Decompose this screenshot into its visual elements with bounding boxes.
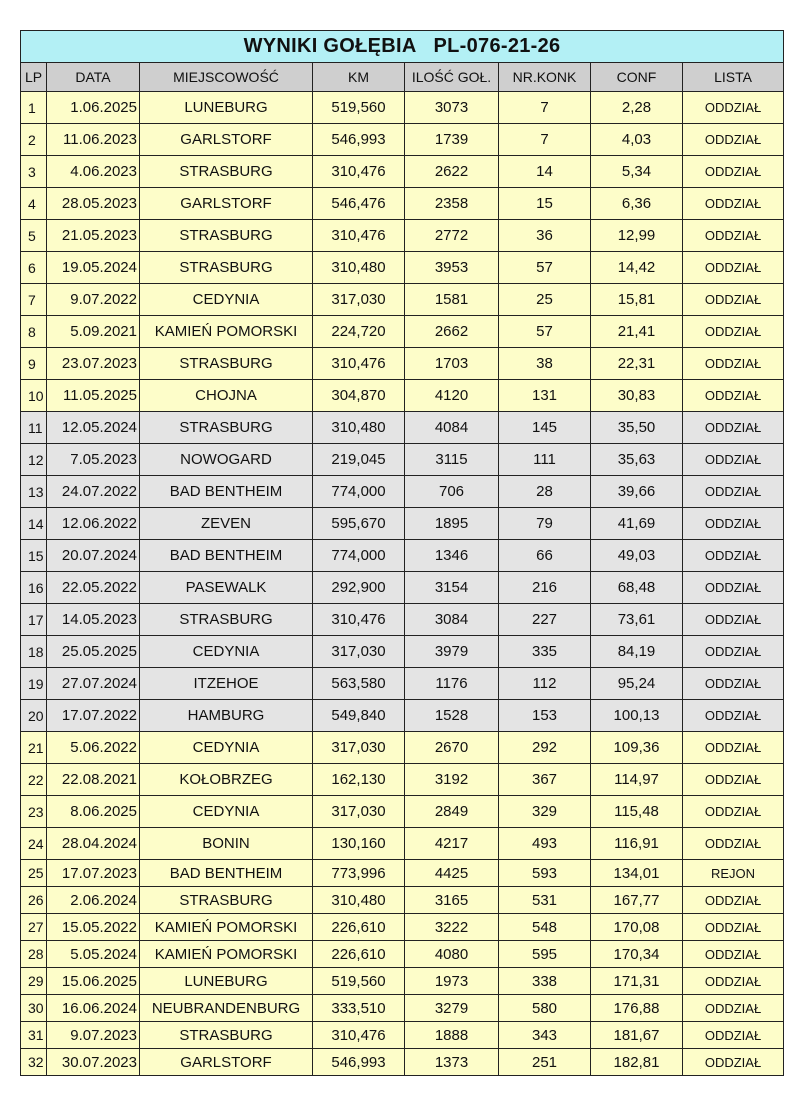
table-row (21, 444, 784, 476)
cell-km: 310,476 (313, 604, 405, 636)
cell-count: 1888 (405, 1022, 499, 1049)
cell-count: 2772 (405, 220, 499, 252)
cell-lista: ODDZIAŁ (683, 604, 784, 636)
table-row (21, 887, 784, 914)
cell-place: STRASBURG (140, 156, 313, 188)
cell-count: 4084 (405, 412, 499, 444)
cell-km: 519,560 (313, 968, 405, 995)
table-row (21, 636, 784, 668)
cell-date: 19.05.2024 (47, 252, 140, 284)
table-row (21, 92, 784, 124)
table-row (21, 188, 784, 220)
cell-conf: 84,19 (591, 636, 683, 668)
cell-date: 15.06.2025 (47, 968, 140, 995)
cell-nr: 66 (499, 540, 591, 572)
table-row (21, 380, 784, 412)
cell-lp: 10 (21, 380, 47, 412)
cell-place: BAD BENTHEIM (140, 540, 313, 572)
table-row (21, 348, 784, 380)
cell-conf: 167,77 (591, 887, 683, 914)
col-header-km: KM (313, 63, 405, 92)
cell-km: 226,610 (313, 914, 405, 941)
cell-lista: ODDZIAŁ (683, 1022, 784, 1049)
cell-lista: ODDZIAŁ (683, 380, 784, 412)
cell-conf: 14,42 (591, 252, 683, 284)
cell-nr: 38 (499, 348, 591, 380)
cell-lp: 18 (21, 636, 47, 668)
cell-place: ITZEHOE (140, 668, 313, 700)
cell-count: 3222 (405, 914, 499, 941)
cell-place: NOWOGARD (140, 444, 313, 476)
cell-km: 549,840 (313, 700, 405, 732)
cell-conf: 41,69 (591, 508, 683, 540)
cell-lp: 11 (21, 412, 47, 444)
cell-lp: 27 (21, 914, 47, 941)
cell-date: 25.05.2025 (47, 636, 140, 668)
cell-nr: 15 (499, 188, 591, 220)
cell-place: LUNEBURG (140, 92, 313, 124)
cell-lista: ODDZIAŁ (683, 828, 784, 860)
table-row (21, 476, 784, 508)
cell-lp: 15 (21, 540, 47, 572)
cell-conf: 2,28 (591, 92, 683, 124)
cell-nr: 112 (499, 668, 591, 700)
cell-date: 21.05.2023 (47, 220, 140, 252)
cell-lista: ODDZIAŁ (683, 700, 784, 732)
cell-km: 546,993 (313, 1049, 405, 1076)
cell-count: 4080 (405, 941, 499, 968)
cell-conf: 15,81 (591, 284, 683, 316)
cell-km: 774,000 (313, 540, 405, 572)
cell-nr: 7 (499, 92, 591, 124)
cell-km: 317,030 (313, 732, 405, 764)
cell-nr: 14 (499, 156, 591, 188)
cell-km: 130,160 (313, 828, 405, 860)
cell-km: 310,480 (313, 412, 405, 444)
cell-conf: 170,34 (591, 941, 683, 968)
cell-lp: 7 (21, 284, 47, 316)
cell-place: NEUBRANDENBURG (140, 995, 313, 1022)
cell-lp: 28 (21, 941, 47, 968)
cell-lp: 5 (21, 220, 47, 252)
cell-date: 8.06.2025 (47, 796, 140, 828)
cell-lista: ODDZIAŁ (683, 995, 784, 1022)
cell-km: 317,030 (313, 284, 405, 316)
cell-date: 24.07.2022 (47, 476, 140, 508)
cell-date: 15.05.2022 (47, 914, 140, 941)
cell-conf: 114,97 (591, 764, 683, 796)
cell-lista: ODDZIAŁ (683, 540, 784, 572)
cell-count: 3115 (405, 444, 499, 476)
cell-date: 9.07.2023 (47, 1022, 140, 1049)
cell-lista: ODDZIAŁ (683, 476, 784, 508)
cell-count: 3192 (405, 764, 499, 796)
cell-date: 20.07.2024 (47, 540, 140, 572)
cell-lp: 22 (21, 764, 47, 796)
cell-place: KAMIEŃ POMORSKI (140, 316, 313, 348)
cell-count: 1581 (405, 284, 499, 316)
cell-nr: 580 (499, 995, 591, 1022)
cell-count: 1703 (405, 348, 499, 380)
col-header-count: ILOŚĆ GOŁ. (405, 63, 499, 92)
cell-conf: 95,24 (591, 668, 683, 700)
cell-lista: ODDZIAŁ (683, 444, 784, 476)
cell-lista: ODDZIAŁ (683, 220, 784, 252)
cell-place: STRASBURG (140, 887, 313, 914)
cell-count: 3279 (405, 995, 499, 1022)
cell-nr: 531 (499, 887, 591, 914)
cell-place: KAMIEŃ POMORSKI (140, 914, 313, 941)
cell-nr: 111 (499, 444, 591, 476)
cell-lp: 12 (21, 444, 47, 476)
cell-km: 224,720 (313, 316, 405, 348)
cell-date: 5.09.2021 (47, 316, 140, 348)
cell-date: 22.08.2021 (47, 764, 140, 796)
cell-date: 17.07.2023 (47, 860, 140, 887)
cell-lista: ODDZIAŁ (683, 412, 784, 444)
cell-count: 2849 (405, 796, 499, 828)
cell-date: 16.06.2024 (47, 995, 140, 1022)
cell-lp: 20 (21, 700, 47, 732)
cell-nr: 595 (499, 941, 591, 968)
cell-nr: 593 (499, 860, 591, 887)
cell-km: 310,476 (313, 1022, 405, 1049)
cell-lista: ODDZIAŁ (683, 124, 784, 156)
table-row (21, 968, 784, 995)
table-row (21, 508, 784, 540)
cell-conf: 181,67 (591, 1022, 683, 1049)
cell-conf: 35,50 (591, 412, 683, 444)
cell-nr: 216 (499, 572, 591, 604)
cell-lp: 30 (21, 995, 47, 1022)
cell-count: 3979 (405, 636, 499, 668)
cell-lp: 29 (21, 968, 47, 995)
cell-conf: 39,66 (591, 476, 683, 508)
cell-count: 3165 (405, 887, 499, 914)
cell-count: 706 (405, 476, 499, 508)
cell-lista: ODDZIAŁ (683, 914, 784, 941)
cell-count: 4425 (405, 860, 499, 887)
cell-date: 4.06.2023 (47, 156, 140, 188)
cell-lp: 3 (21, 156, 47, 188)
cell-conf: 22,31 (591, 348, 683, 380)
cell-lista: ODDZIAŁ (683, 887, 784, 914)
cell-km: 774,000 (313, 476, 405, 508)
cell-km: 219,045 (313, 444, 405, 476)
cell-km: 310,476 (313, 220, 405, 252)
cell-place: CEDYNIA (140, 796, 313, 828)
cell-nr: 7 (499, 124, 591, 156)
cell-place: STRASBURG (140, 348, 313, 380)
cell-place: PASEWALK (140, 572, 313, 604)
table-row (21, 732, 784, 764)
cell-conf: 73,61 (591, 604, 683, 636)
cell-conf: 4,03 (591, 124, 683, 156)
cell-conf: 6,36 (591, 188, 683, 220)
cell-count: 2670 (405, 732, 499, 764)
cell-km: 773,996 (313, 860, 405, 887)
cell-km: 595,670 (313, 508, 405, 540)
cell-nr: 153 (499, 700, 591, 732)
cell-lp: 9 (21, 348, 47, 380)
cell-nr: 251 (499, 1049, 591, 1076)
cell-date: 5.05.2024 (47, 941, 140, 968)
cell-conf: 176,88 (591, 995, 683, 1022)
cell-km: 317,030 (313, 796, 405, 828)
table-row (21, 412, 784, 444)
cell-lp: 24 (21, 828, 47, 860)
cell-count: 1973 (405, 968, 499, 995)
table-row (21, 220, 784, 252)
cell-date: 12.05.2024 (47, 412, 140, 444)
cell-date: 30.07.2023 (47, 1049, 140, 1076)
cell-count: 4120 (405, 380, 499, 412)
cell-conf: 30,83 (591, 380, 683, 412)
cell-lista: ODDZIAŁ (683, 92, 784, 124)
cell-lp: 1 (21, 92, 47, 124)
cell-nr: 338 (499, 968, 591, 995)
cell-nr: 57 (499, 316, 591, 348)
cell-nr: 343 (499, 1022, 591, 1049)
cell-nr: 131 (499, 380, 591, 412)
cell-place: CHOJNA (140, 380, 313, 412)
cell-conf: 5,34 (591, 156, 683, 188)
cell-conf: 35,63 (591, 444, 683, 476)
table-row (21, 1022, 784, 1049)
cell-lp: 4 (21, 188, 47, 220)
cell-conf: 170,08 (591, 914, 683, 941)
cell-lp: 26 (21, 887, 47, 914)
cell-lista: ODDZIAŁ (683, 252, 784, 284)
cell-count: 3073 (405, 92, 499, 124)
cell-lista: ODDZIAŁ (683, 284, 784, 316)
cell-nr: 548 (499, 914, 591, 941)
cell-date: 27.07.2024 (47, 668, 140, 700)
col-header-lp: LP (21, 63, 47, 92)
cell-lista: ODDZIAŁ (683, 941, 784, 968)
cell-place: CEDYNIA (140, 732, 313, 764)
cell-lp: 19 (21, 668, 47, 700)
cell-place: LUNEBURG (140, 968, 313, 995)
cell-lista: REJON (683, 860, 784, 887)
cell-conf: 171,31 (591, 968, 683, 995)
table-row (21, 914, 784, 941)
cell-lp: 32 (21, 1049, 47, 1076)
cell-place: KAMIEŃ POMORSKI (140, 941, 313, 968)
table-row (21, 668, 784, 700)
cell-km: 317,030 (313, 636, 405, 668)
cell-km: 546,476 (313, 188, 405, 220)
cell-lp: 16 (21, 572, 47, 604)
cell-km: 162,130 (313, 764, 405, 796)
table-row (21, 941, 784, 968)
cell-nr: 367 (499, 764, 591, 796)
cell-lp: 2 (21, 124, 47, 156)
cell-place: CEDYNIA (140, 284, 313, 316)
header-row (21, 63, 784, 92)
table-row (21, 572, 784, 604)
col-header-conf: CONF (591, 63, 683, 92)
cell-lista: ODDZIAŁ (683, 188, 784, 220)
cell-lp: 21 (21, 732, 47, 764)
cell-lp: 17 (21, 604, 47, 636)
table-row (21, 764, 784, 796)
cell-conf: 109,36 (591, 732, 683, 764)
cell-count: 1346 (405, 540, 499, 572)
cell-place: BAD BENTHEIM (140, 476, 313, 508)
cell-km: 310,476 (313, 348, 405, 380)
cell-conf: 116,91 (591, 828, 683, 860)
cell-nr: 335 (499, 636, 591, 668)
cell-lista: ODDZIAŁ (683, 572, 784, 604)
cell-count: 1528 (405, 700, 499, 732)
cell-nr: 292 (499, 732, 591, 764)
table-row (21, 796, 784, 828)
cell-km: 310,480 (313, 252, 405, 284)
table-row (21, 860, 784, 887)
cell-conf: 21,41 (591, 316, 683, 348)
cell-date: 7.05.2023 (47, 444, 140, 476)
table-row (21, 995, 784, 1022)
table-row (21, 540, 784, 572)
cell-date: 9.07.2022 (47, 284, 140, 316)
cell-nr: 227 (499, 604, 591, 636)
cell-km: 226,610 (313, 941, 405, 968)
cell-place: STRASBURG (140, 1022, 313, 1049)
cell-place: HAMBURG (140, 700, 313, 732)
cell-place: STRASBURG (140, 220, 313, 252)
cell-nr: 79 (499, 508, 591, 540)
cell-place: STRASBURG (140, 412, 313, 444)
table-row (21, 284, 784, 316)
cell-count: 1739 (405, 124, 499, 156)
cell-conf: 115,48 (591, 796, 683, 828)
cell-lista: ODDZIAŁ (683, 796, 784, 828)
col-header-place: MIEJSCOWOŚĆ (140, 63, 313, 92)
cell-nr: 25 (499, 284, 591, 316)
cell-lp: 13 (21, 476, 47, 508)
cell-km: 304,870 (313, 380, 405, 412)
cell-count: 3154 (405, 572, 499, 604)
cell-nr: 36 (499, 220, 591, 252)
cell-km: 292,900 (313, 572, 405, 604)
cell-km: 546,993 (313, 124, 405, 156)
cell-count: 3084 (405, 604, 499, 636)
cell-date: 11.05.2025 (47, 380, 140, 412)
cell-conf: 49,03 (591, 540, 683, 572)
cell-lp: 6 (21, 252, 47, 284)
cell-lista: ODDZIAŁ (683, 316, 784, 348)
cell-place: GARLSTORF (140, 1049, 313, 1076)
cell-count: 2662 (405, 316, 499, 348)
table-row (21, 828, 784, 860)
cell-nr: 145 (499, 412, 591, 444)
cell-lista: ODDZIAŁ (683, 732, 784, 764)
cell-date: 23.07.2023 (47, 348, 140, 380)
cell-nr: 57 (499, 252, 591, 284)
cell-conf: 134,01 (591, 860, 683, 887)
col-header-date: DATA (47, 63, 140, 92)
table-row (21, 604, 784, 636)
table-row (21, 1049, 784, 1076)
cell-lista: ODDZIAŁ (683, 668, 784, 700)
cell-conf: 68,48 (591, 572, 683, 604)
cell-date: 28.04.2024 (47, 828, 140, 860)
cell-lista: ODDZIAŁ (683, 156, 784, 188)
table-row (21, 156, 784, 188)
cell-place: CEDYNIA (140, 636, 313, 668)
cell-lista: ODDZIAŁ (683, 348, 784, 380)
cell-km: 310,480 (313, 887, 405, 914)
table-row (21, 252, 784, 284)
cell-km: 310,476 (313, 156, 405, 188)
cell-lp: 25 (21, 860, 47, 887)
cell-lista: ODDZIAŁ (683, 508, 784, 540)
cell-lp: 23 (21, 796, 47, 828)
cell-count: 1895 (405, 508, 499, 540)
cell-place: GARLSTORF (140, 124, 313, 156)
cell-date: 11.06.2023 (47, 124, 140, 156)
cell-date: 17.07.2022 (47, 700, 140, 732)
cell-lp: 14 (21, 508, 47, 540)
cell-lp: 8 (21, 316, 47, 348)
cell-date: 2.06.2024 (47, 887, 140, 914)
table-row (21, 124, 784, 156)
cell-nr: 28 (499, 476, 591, 508)
cell-place: STRASBURG (140, 604, 313, 636)
cell-nr: 329 (499, 796, 591, 828)
cell-km: 519,560 (313, 92, 405, 124)
cell-date: 22.05.2022 (47, 572, 140, 604)
cell-conf: 182,81 (591, 1049, 683, 1076)
sheet-title: WYNIKI GOŁĘBIA PL-076-21-26 (21, 31, 784, 63)
table-row (21, 316, 784, 348)
results-table (20, 30, 784, 1076)
cell-count: 1373 (405, 1049, 499, 1076)
cell-lista: ODDZIAŁ (683, 636, 784, 668)
cell-km: 333,510 (313, 995, 405, 1022)
col-header-nr: NR.KONK (499, 63, 591, 92)
cell-count: 1176 (405, 668, 499, 700)
cell-conf: 100,13 (591, 700, 683, 732)
cell-count: 4217 (405, 828, 499, 860)
cell-lp: 31 (21, 1022, 47, 1049)
cell-count: 2622 (405, 156, 499, 188)
cell-place: BAD BENTHEIM (140, 860, 313, 887)
col-header-lista: LISTA (683, 63, 784, 92)
cell-date: 14.05.2023 (47, 604, 140, 636)
cell-count: 2358 (405, 188, 499, 220)
cell-lista: ODDZIAŁ (683, 968, 784, 995)
cell-place: BONIN (140, 828, 313, 860)
cell-lista: ODDZIAŁ (683, 1049, 784, 1076)
cell-place: ZEVEN (140, 508, 313, 540)
cell-place: GARLSTORF (140, 188, 313, 220)
cell-lista: ODDZIAŁ (683, 764, 784, 796)
cell-km: 563,580 (313, 668, 405, 700)
cell-date: 5.06.2022 (47, 732, 140, 764)
cell-nr: 493 (499, 828, 591, 860)
cell-date: 12.06.2022 (47, 508, 140, 540)
cell-date: 1.06.2025 (47, 92, 140, 124)
cell-place: KOŁOBRZEG (140, 764, 313, 796)
cell-conf: 12,99 (591, 220, 683, 252)
cell-count: 3953 (405, 252, 499, 284)
cell-place: STRASBURG (140, 252, 313, 284)
cell-date: 28.05.2023 (47, 188, 140, 220)
table-row (21, 700, 784, 732)
